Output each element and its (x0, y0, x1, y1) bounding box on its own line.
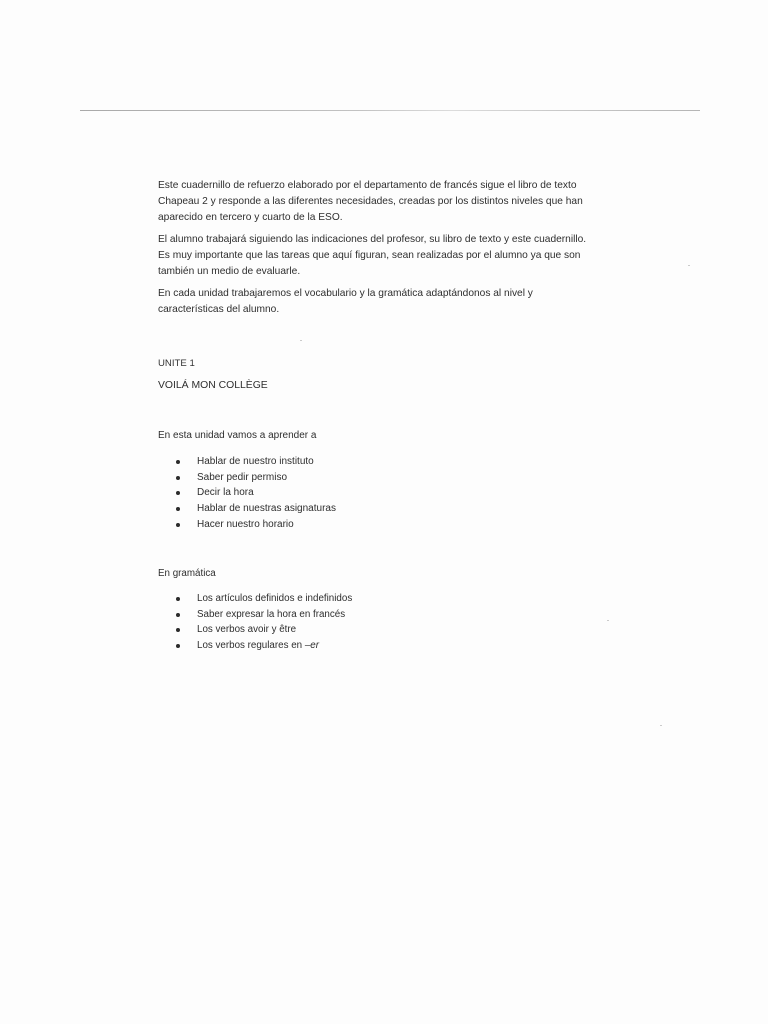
grammar-text-suffix: –er (304, 640, 319, 652)
objective-text: Hacer nuestro horario (197, 518, 294, 530)
intro-line: Chapeau 2 y responde a las diferentes necesidades, creadas por los distintos niveles que han (158, 196, 583, 207)
bullet-dot-icon (176, 476, 180, 480)
intro-line: Este cuadernillo de refuerzo elaborado por el departamento de francés sigue el libro de texto (158, 180, 577, 191)
scan-speck (688, 265, 690, 266)
bullet-dot-icon (176, 507, 180, 511)
scan-speck (660, 725, 662, 726)
objectives-intro: En esta unidad vamos a aprender a (158, 430, 317, 441)
bullet-dot-icon (176, 644, 180, 648)
objective-text: Hablar de nuestras asignaturas (197, 503, 336, 515)
intro-line: Es muy importante que las tareas que aquí figuran, sean realizadas por el alumno ya que son (158, 250, 581, 261)
grammar-text: Los artículos definidos e indefinidos (197, 593, 353, 604)
intro-text (158, 178, 598, 324)
intro-line: también un medio de evaluarle. (158, 266, 301, 277)
list-item (176, 591, 352, 607)
unit-title: VOILÁ MON COLLÈGE (158, 380, 268, 391)
bullet-dot-icon (176, 460, 180, 464)
list-item (176, 638, 352, 654)
grammar-text: Los verbos avoir y être (197, 624, 297, 636)
list-item (176, 622, 352, 638)
list-item (176, 517, 336, 533)
list-item (176, 607, 352, 623)
list-item (176, 454, 336, 470)
intro-line: El alumno trabajará siguiendo las indicaciones del profesor, su libro de texto y este cuadernillo. (158, 234, 587, 245)
intro-line: aparecido en tercero y cuarto de la ESO. (158, 212, 343, 223)
scan-speck (607, 620, 609, 621)
list-item (176, 485, 336, 501)
grammar-text: Saber expresar la hora en francés (197, 608, 346, 620)
intro-paragraph-1 (158, 178, 598, 226)
grammar-list (176, 591, 352, 654)
bullet-dot-icon (176, 613, 180, 617)
list-item (176, 470, 336, 486)
bullet-dot-icon (176, 628, 180, 632)
header-rule (80, 110, 700, 111)
intro-paragraph-3 (158, 286, 598, 318)
intro-line: características del alumno. (158, 304, 280, 315)
intro-line: En cada unidad trabajaremos el vocabulario y la gramática adaptándonos al nivel y (158, 288, 533, 299)
objective-text: Hablar de nuestro instituto (197, 456, 314, 467)
unit-label: UNITE 1 (158, 358, 195, 369)
bullet-dot-icon (176, 491, 180, 495)
grammar-intro: En gramática (158, 568, 216, 579)
grammar-text-prefix: Los verbos regulares en (197, 640, 305, 652)
list-item (176, 501, 336, 517)
objectives-list (176, 454, 336, 533)
bullet-dot-icon (176, 523, 180, 527)
intro-paragraph-2 (158, 232, 598, 280)
objective-text: Decir la hora (197, 487, 254, 499)
scan-speck (300, 340, 302, 341)
objective-text: Saber pedir permiso (197, 471, 288, 483)
bullet-dot-icon (176, 597, 180, 601)
